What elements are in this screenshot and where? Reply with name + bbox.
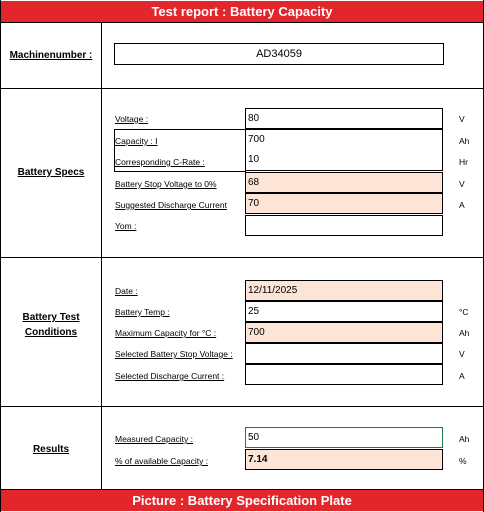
selected-discharge-current-label: Selected Discharge Current : (115, 371, 225, 381)
report-title-banner: Test report : Battery Capacity (1, 1, 483, 22)
c-rate-label: Corresponding C-Rate : (115, 157, 205, 167)
test-conditions-title-line2: Conditions (24, 327, 78, 338)
machine-number-field[interactable]: AD34059 (114, 43, 444, 65)
row-divider (1, 22, 483, 23)
available-capacity-unit: % (459, 456, 467, 466)
discharge-current-field[interactable]: 70 (245, 193, 443, 214)
date-label: Date : (115, 286, 138, 296)
discharge-current-unit: A (459, 200, 465, 210)
measured-capacity-label: Measured Capacity : (115, 434, 193, 444)
capacity-field[interactable]: 700 (245, 129, 443, 150)
stop-voltage-label: Battery Stop Voltage to 0% (115, 179, 217, 189)
stop-voltage-unit: V (459, 179, 465, 189)
row-divider (1, 406, 483, 407)
selected-discharge-current-field[interactable] (245, 364, 443, 385)
battery-specs-title: Battery Specs (17, 167, 85, 178)
selected-stop-voltage-field[interactable] (245, 343, 443, 364)
selected-stop-voltage-label: Selected Battery Stop Voltage : (115, 349, 233, 359)
voltage-unit: V (459, 114, 465, 124)
available-capacity-label: % of available Capacity : (115, 456, 209, 466)
selected-stop-voltage-unit: V (459, 349, 465, 359)
measured-capacity-unit: Ah (459, 434, 470, 444)
yom-field[interactable] (245, 215, 443, 236)
measured-capacity-field[interactable]: 50 (245, 427, 443, 448)
capacity-unit: Ah (459, 136, 470, 146)
row-divider (1, 88, 483, 89)
c-rate-unit: Hr (459, 157, 468, 167)
test-conditions-title-line1: Battery Test (22, 312, 80, 323)
picture-section-banner: Picture : Battery Specification Plate (1, 490, 483, 511)
column-divider (101, 22, 102, 490)
available-capacity-field[interactable]: 7.14 (245, 449, 443, 470)
date-field[interactable]: 12/11/2025 (245, 280, 443, 301)
max-capacity-field[interactable]: 700 (245, 322, 443, 343)
max-capacity-unit: Ah (459, 328, 470, 338)
c-rate-field[interactable]: 10 (245, 150, 443, 171)
voltage-label: Voltage : (115, 114, 149, 124)
battery-temp-unit: °C (459, 307, 469, 317)
machine-number-label: Machinenumber : (9, 50, 93, 61)
battery-temp-label: Battery Temp : (115, 307, 170, 317)
voltage-field[interactable]: 80 (245, 108, 443, 129)
discharge-current-label: Suggested Discharge Current (115, 200, 227, 210)
stop-voltage-field[interactable]: 68 (245, 172, 443, 193)
battery-temp-field[interactable]: 25 (245, 301, 443, 322)
row-divider (1, 257, 483, 258)
selected-discharge-current-unit: A (459, 371, 465, 381)
results-title: Results (32, 444, 70, 455)
yom-label: Yom : (115, 221, 137, 231)
max-capacity-label: Maximum Capacity for °C : (115, 328, 217, 338)
capacity-label: Capacity : I (115, 136, 158, 146)
